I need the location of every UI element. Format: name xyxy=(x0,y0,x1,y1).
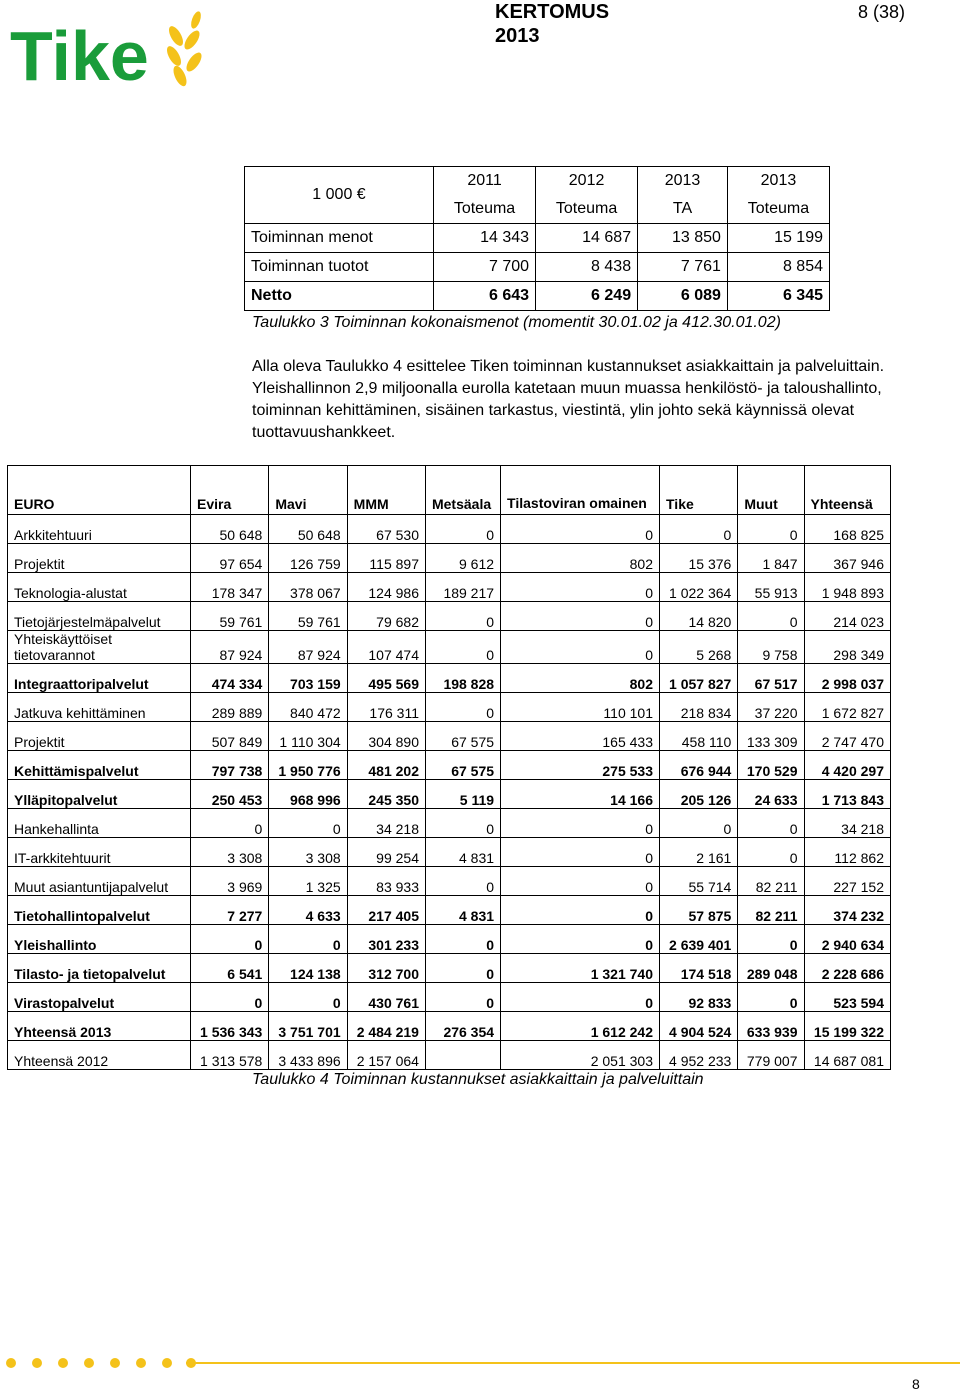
cell: 6 089 xyxy=(638,282,728,311)
cell: 840 472 xyxy=(269,693,347,722)
cell: 250 453 xyxy=(191,780,269,809)
cell: 57 875 xyxy=(660,896,738,925)
cell: 0 xyxy=(501,573,660,602)
cell: 217 405 xyxy=(347,896,425,925)
page-indicator: 8 (38) xyxy=(858,2,906,22)
table-row xyxy=(8,1012,891,1041)
cell: 7 277 xyxy=(191,896,269,925)
table-row xyxy=(8,544,891,573)
cell: 0 xyxy=(425,809,500,838)
cell: 82 211 xyxy=(738,896,804,925)
cell: 2 157 064 xyxy=(347,1041,425,1070)
table-row xyxy=(8,631,891,664)
cell: 4 633 xyxy=(269,896,347,925)
cell xyxy=(425,1041,500,1070)
col-header: Tike xyxy=(660,466,738,515)
cell: 165 433 xyxy=(501,722,660,751)
table-row xyxy=(8,838,891,867)
cell: 14 687 081 xyxy=(804,1041,891,1070)
cell: 802 xyxy=(501,664,660,693)
cell: 1 321 740 xyxy=(501,954,660,983)
cell: 83 933 xyxy=(347,867,425,896)
cell: 5 268 xyxy=(660,631,738,664)
footer-dot xyxy=(110,1358,120,1368)
table-row xyxy=(245,224,830,253)
table3-caption: Taulukko 3 Toiminnan kokonaismenot (momentit 30.01.02 ja 412.30.01.02) xyxy=(252,314,781,331)
col-header: Metsäala xyxy=(425,466,500,515)
cell: 301 233 xyxy=(347,925,425,954)
row-label: Yhteensä 2012 xyxy=(8,1041,191,1070)
cell: 99 254 xyxy=(347,838,425,867)
cell: 276 354 xyxy=(425,1012,500,1041)
cell: 0 xyxy=(191,983,269,1012)
cell: 3 308 xyxy=(269,838,347,867)
cell: 0 xyxy=(425,983,500,1012)
cell: 0 xyxy=(425,515,500,544)
col-header: 2013 Toteuma xyxy=(727,167,829,224)
cell: 2 484 219 xyxy=(347,1012,425,1041)
cell: 1 950 776 xyxy=(269,751,347,780)
footer-decoration xyxy=(0,1350,960,1374)
cell: 198 828 xyxy=(425,664,500,693)
footer-dot xyxy=(84,1358,94,1368)
cell: 4 952 233 xyxy=(660,1041,738,1070)
cell: 87 924 xyxy=(269,631,347,664)
cell: 6 249 xyxy=(536,282,638,311)
cell: 92 833 xyxy=(660,983,738,1012)
col-header: 2013 TA xyxy=(638,167,728,224)
cell: 55 714 xyxy=(660,867,738,896)
row-label: Yleishallinto xyxy=(8,925,191,954)
cell: 0 xyxy=(501,983,660,1012)
cell: 79 682 xyxy=(347,602,425,631)
table-row xyxy=(8,1041,891,1070)
cell: 1 948 893 xyxy=(804,573,891,602)
row-label: Projektit xyxy=(8,722,191,751)
cell: 312 700 xyxy=(347,954,425,983)
cell: 304 890 xyxy=(347,722,425,751)
table-row xyxy=(8,983,891,1012)
cell: 9 612 xyxy=(425,544,500,573)
table4-caption: Taulukko 4 Toiminnan kustannukset asiakkaittain ja palveluittain xyxy=(252,1071,704,1088)
cell: 289 048 xyxy=(738,954,804,983)
expenditure-table xyxy=(244,166,830,311)
cell: 112 862 xyxy=(804,838,891,867)
table-row xyxy=(8,664,891,693)
cell: 0 xyxy=(425,925,500,954)
cell: 9 758 xyxy=(738,631,804,664)
cell: 14 166 xyxy=(501,780,660,809)
col-header: Yhteensä xyxy=(804,466,891,515)
cell: 0 xyxy=(501,515,660,544)
cell: 2 161 xyxy=(660,838,738,867)
cell: 298 349 xyxy=(804,631,891,664)
col-header: Mavi xyxy=(269,466,347,515)
row-label: Projektit xyxy=(8,544,191,573)
cell: 24 633 xyxy=(738,780,804,809)
cell: 0 xyxy=(738,602,804,631)
cell: 67 517 xyxy=(738,664,804,693)
row-label: Toiminnan menot xyxy=(245,224,434,253)
logo-wordmark: Tike xyxy=(10,17,149,90)
cell: 170 529 xyxy=(738,751,804,780)
cell: 968 996 xyxy=(269,780,347,809)
cell: 82 211 xyxy=(738,867,804,896)
cell: 4 831 xyxy=(425,896,500,925)
cell: 474 334 xyxy=(191,664,269,693)
cell: 0 xyxy=(738,809,804,838)
cell: 34 218 xyxy=(347,809,425,838)
cell: 7 700 xyxy=(434,253,536,282)
cell: 0 xyxy=(738,983,804,1012)
row-label: Arkkitehtuuri xyxy=(8,515,191,544)
report-title-text: KERTOMUS xyxy=(495,1,610,23)
cell: 107 474 xyxy=(347,631,425,664)
row-label: Kehittämispalvelut xyxy=(8,751,191,780)
table-row xyxy=(8,602,891,631)
table-row xyxy=(8,693,891,722)
cell: 3 969 xyxy=(191,867,269,896)
cell: 6 541 xyxy=(191,954,269,983)
cell: 34 218 xyxy=(804,809,891,838)
cell: 0 xyxy=(660,809,738,838)
cell: 1 313 578 xyxy=(191,1041,269,1070)
cell: 67 575 xyxy=(425,722,500,751)
footer-dot xyxy=(162,1358,172,1368)
col-header: 2011 Toteuma xyxy=(434,167,536,224)
cell: 15 199 322 xyxy=(804,1012,891,1041)
row-label: Toiminnan tuotot xyxy=(245,253,434,282)
footer-dot xyxy=(32,1358,42,1368)
cell: 2 639 401 xyxy=(660,925,738,954)
cell: 3 308 xyxy=(191,838,269,867)
footer-line xyxy=(186,1362,960,1364)
cell: 14 343 xyxy=(434,224,536,253)
row-label: Virastopalvelut xyxy=(8,983,191,1012)
row-label: Jatkuva kehittäminen xyxy=(8,693,191,722)
cell: 797 738 xyxy=(191,751,269,780)
cell: 227 152 xyxy=(804,867,891,896)
cell: 67 530 xyxy=(347,515,425,544)
wheat-icon xyxy=(164,10,204,88)
cell: 14 820 xyxy=(660,602,738,631)
footer-dot xyxy=(58,1358,68,1368)
report-title xyxy=(495,0,609,48)
cell: 87 924 xyxy=(191,631,269,664)
cell: 214 023 xyxy=(804,602,891,631)
cell: 458 110 xyxy=(660,722,738,751)
row-label: Netto xyxy=(245,282,434,311)
cell: 0 xyxy=(501,925,660,954)
cell: 0 xyxy=(425,602,500,631)
cell: 374 232 xyxy=(804,896,891,925)
cell: 1 713 843 xyxy=(804,780,891,809)
cell: 50 648 xyxy=(269,515,347,544)
cell: 3 751 701 xyxy=(269,1012,347,1041)
cell: 430 761 xyxy=(347,983,425,1012)
cell: 37 220 xyxy=(738,693,804,722)
cell: 110 101 xyxy=(501,693,660,722)
table-row xyxy=(8,867,891,896)
row-label: Yhteiskäyttöiset tietovarannot xyxy=(8,631,191,664)
cell: 67 575 xyxy=(425,751,500,780)
cell: 4 420 297 xyxy=(804,751,891,780)
footer-page-number: 8 xyxy=(912,1376,920,1392)
cell: 2 747 470 xyxy=(804,722,891,751)
col-header: Muut xyxy=(738,466,804,515)
row-label: Tietohallintopalvelut xyxy=(8,896,191,925)
cell: 1 672 827 xyxy=(804,693,891,722)
row-label: Hankehallinta xyxy=(8,809,191,838)
cell: 8 854 xyxy=(727,253,829,282)
cell: 0 xyxy=(269,809,347,838)
cell: 124 986 xyxy=(347,573,425,602)
cell: 1 536 343 xyxy=(191,1012,269,1041)
cell: 0 xyxy=(501,809,660,838)
cell: 0 xyxy=(501,838,660,867)
row-label: Ylläpitopalvelut xyxy=(8,780,191,809)
cell: 0 xyxy=(501,602,660,631)
cell: 15 199 xyxy=(727,224,829,253)
cell: 1 847 xyxy=(738,544,804,573)
cell: 0 xyxy=(425,693,500,722)
table-row xyxy=(8,722,891,751)
header-row xyxy=(8,466,891,515)
cell: 6 643 xyxy=(434,282,536,311)
cell: 0 xyxy=(425,631,500,664)
cell: 2 051 303 xyxy=(501,1041,660,1070)
table-row xyxy=(8,925,891,954)
cell: 189 217 xyxy=(425,573,500,602)
row-label: Teknologia-alustat xyxy=(8,573,191,602)
col-header: MMM xyxy=(347,466,425,515)
cell: 4 904 524 xyxy=(660,1012,738,1041)
cell: 523 594 xyxy=(804,983,891,1012)
cell: 0 xyxy=(501,896,660,925)
cell: 275 533 xyxy=(501,751,660,780)
footer-dot xyxy=(136,1358,146,1368)
cell: 59 761 xyxy=(191,602,269,631)
cell: 0 xyxy=(501,631,660,664)
cell: 5 119 xyxy=(425,780,500,809)
cell: 174 518 xyxy=(660,954,738,983)
cell: 245 350 xyxy=(347,780,425,809)
cell: 15 376 xyxy=(660,544,738,573)
cell: 0 xyxy=(425,954,500,983)
cell: 802 xyxy=(501,544,660,573)
cell: 507 849 xyxy=(191,722,269,751)
cell: 1 057 827 xyxy=(660,664,738,693)
table-row xyxy=(8,809,891,838)
tike-logo-graphic xyxy=(8,10,208,90)
cell: 126 759 xyxy=(269,544,347,573)
table-row xyxy=(245,253,830,282)
cell: 378 067 xyxy=(269,573,347,602)
cell: 3 433 896 xyxy=(269,1041,347,1070)
cell: 633 939 xyxy=(738,1012,804,1041)
cell: 4 831 xyxy=(425,838,500,867)
cell: 205 126 xyxy=(660,780,738,809)
cell: 2 940 634 xyxy=(804,925,891,954)
col-header: Tilastoviran omainen xyxy=(501,466,660,515)
cell: 178 347 xyxy=(191,573,269,602)
cell: 50 648 xyxy=(191,515,269,544)
cell: 1 325 xyxy=(269,867,347,896)
cell: 124 138 xyxy=(269,954,347,983)
row-label: Tilasto- ja tietopalvelut xyxy=(8,954,191,983)
cell: 2 998 037 xyxy=(804,664,891,693)
cell: 2 228 686 xyxy=(804,954,891,983)
table-row xyxy=(8,751,891,780)
cell: 6 345 xyxy=(727,282,829,311)
cell: 115 897 xyxy=(347,544,425,573)
footer-dot xyxy=(6,1358,16,1368)
col-header: Evira xyxy=(191,466,269,515)
costs-table xyxy=(7,465,891,1070)
cell: 0 xyxy=(269,925,347,954)
cell: 779 007 xyxy=(738,1041,804,1070)
unit-cell: 1 000 € xyxy=(245,167,434,224)
cell: 59 761 xyxy=(269,602,347,631)
cell: 7 761 xyxy=(638,253,728,282)
cell: 218 834 xyxy=(660,693,738,722)
cell: 0 xyxy=(738,838,804,867)
cell: 133 309 xyxy=(738,722,804,751)
cell: 1 022 364 xyxy=(660,573,738,602)
cell: 1 110 304 xyxy=(269,722,347,751)
cell: 0 xyxy=(191,809,269,838)
row-label: Integraattoripalvelut xyxy=(8,664,191,693)
cell: 0 xyxy=(660,515,738,544)
cell: 0 xyxy=(738,515,804,544)
cell: 703 159 xyxy=(269,664,347,693)
row-label: Yhteensä 2013 xyxy=(8,1012,191,1041)
cell: 8 438 xyxy=(536,253,638,282)
cell: 0 xyxy=(191,925,269,954)
cell: 55 913 xyxy=(738,573,804,602)
cell: 97 654 xyxy=(191,544,269,573)
cell: 676 944 xyxy=(660,751,738,780)
row-label: Muut asiantuntijapalvelut xyxy=(8,867,191,896)
cell: 176 311 xyxy=(347,693,425,722)
cell: 367 946 xyxy=(804,544,891,573)
intro-paragraph: Alla oleva Taulukko 4 esittelee Tiken toiminnan kustannukset asiakkaittain ja palveluittain. Yleishallinnon 2,9 miljoonalla eurolla katetaan muun muassa henkilöstö- ja taloushallinto, toiminnan kehittäminen, sisäinen tarkastus, viestintä, ylin johto sekä käynnissä olevat tuottavuushankkeet. xyxy=(252,358,885,441)
table-row xyxy=(8,954,891,983)
table-row xyxy=(8,896,891,925)
cell: 0 xyxy=(501,867,660,896)
cell: 481 202 xyxy=(347,751,425,780)
table-row xyxy=(245,282,830,311)
cell: 289 889 xyxy=(191,693,269,722)
cell: 0 xyxy=(738,925,804,954)
cell: 1 612 242 xyxy=(501,1012,660,1041)
row-label: Tietojärjestelmäpalvelut xyxy=(8,602,191,631)
cell: 13 850 xyxy=(638,224,728,253)
report-year: 2013 xyxy=(495,25,540,47)
cell: 168 825 xyxy=(804,515,891,544)
table-row xyxy=(8,573,891,602)
table-row xyxy=(8,515,891,544)
table-row xyxy=(8,780,891,809)
cell: 14 687 xyxy=(536,224,638,253)
row-label: IT-arkkitehtuurit xyxy=(8,838,191,867)
tike-logo xyxy=(8,10,208,90)
cell: 0 xyxy=(425,867,500,896)
cell: 495 569 xyxy=(347,664,425,693)
col-header: EURO xyxy=(8,466,191,515)
col-header: 2012 Toteuma xyxy=(536,167,638,224)
cell: 0 xyxy=(269,983,347,1012)
